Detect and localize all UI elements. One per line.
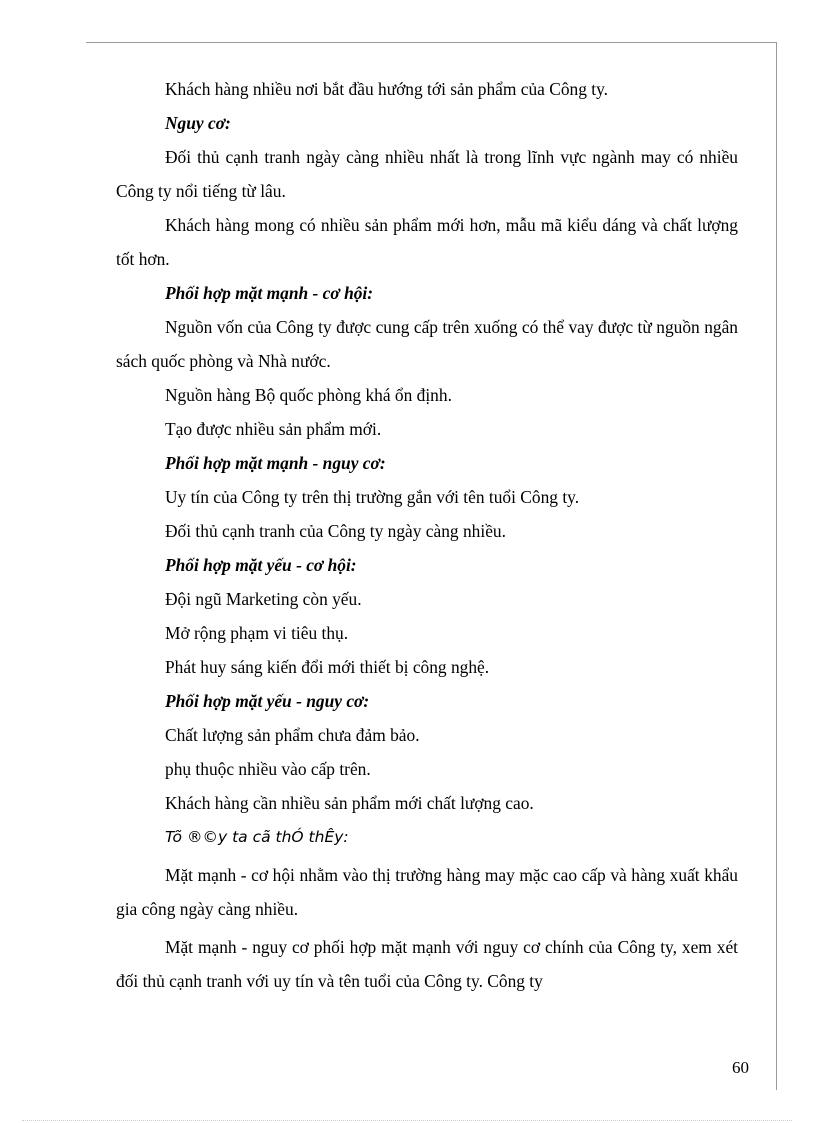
section-heading: Phối hợp mặt mạnh - cơ hội: (165, 283, 374, 303)
section-heading: Phối hợp mặt mạnh - nguy cơ: (165, 453, 386, 473)
page-number: 60 (732, 1058, 749, 1077)
paragraph: Mặt mạnh - cơ hội nhằm vào thị trường hàng may mặc cao cấp và hàng xuất khẩu gia công ngày càng nhiều. (116, 865, 738, 919)
paragraph: Uy tín của Công ty trên thị trường gắn với tên tuổi Công ty. (165, 487, 580, 507)
paragraph: Chất lượng sản phẩm chưa đảm bảo. (165, 725, 420, 745)
paragraph: Đội ngũ Marketing còn yếu. (165, 589, 362, 609)
section-heading: Phối hợp mặt yếu - nguy cơ: (165, 691, 370, 711)
paragraph: Tạo được nhiều sản phẩm mới. (165, 419, 382, 439)
paragraph: Khách hàng nhiều nơi bắt đầu hướng tới sản phẩm của Công ty. (165, 79, 609, 99)
page-border-right (776, 42, 777, 1090)
page-border-top (86, 42, 776, 43)
section-subheading: Tõ ®©y ta cã thÓ thÊy: (165, 828, 349, 846)
paragraph: Đối thủ cạnh tranh của Công ty ngày càng nhiều. (165, 521, 506, 541)
paragraph: Mở rộng phạm vi tiêu thụ. (165, 623, 349, 643)
paragraph: Nguồn vốn của Công ty được cung cấp trên xuống có thể vay được từ nguồn ngân sách quốc phòng và Nhà nước. (116, 317, 738, 371)
paragraph: Khách hàng mong có nhiều sản phẩm mới hơn, mẫu mã kiểu dáng và chất lượng tốt hơn. (116, 215, 738, 269)
paragraph: Khách hàng cần nhiều sản phẩm mới chất lượng cao. (165, 793, 534, 813)
section-heading: Nguy cơ: (165, 113, 231, 133)
document-body (116, 72, 738, 998)
paragraph: Đối thủ cạnh tranh ngày càng nhiều nhất là trong lĩnh vực ngành may có nhiều Công ty nổi tiếng từ lâu. (116, 147, 738, 201)
paragraph: Phát huy sáng kiến đổi mới thiết bị công nghệ. (165, 657, 490, 677)
paragraph: Mặt mạnh - nguy cơ phối hợp mặt mạnh với nguy cơ chính của Công ty, xem xét đối thủ cạnh tranh với uy tín và tên tuổi của Công ty. Công ty (116, 937, 738, 991)
paragraph: phụ thuộc nhiều vào cấp trên. (165, 759, 371, 779)
page-border-bottom (22, 1120, 792, 1121)
section-heading: Phối hợp mặt yếu - cơ hội: (165, 555, 357, 575)
paragraph: Nguồn hàng Bộ quốc phòng khá ổn định. (165, 385, 452, 405)
